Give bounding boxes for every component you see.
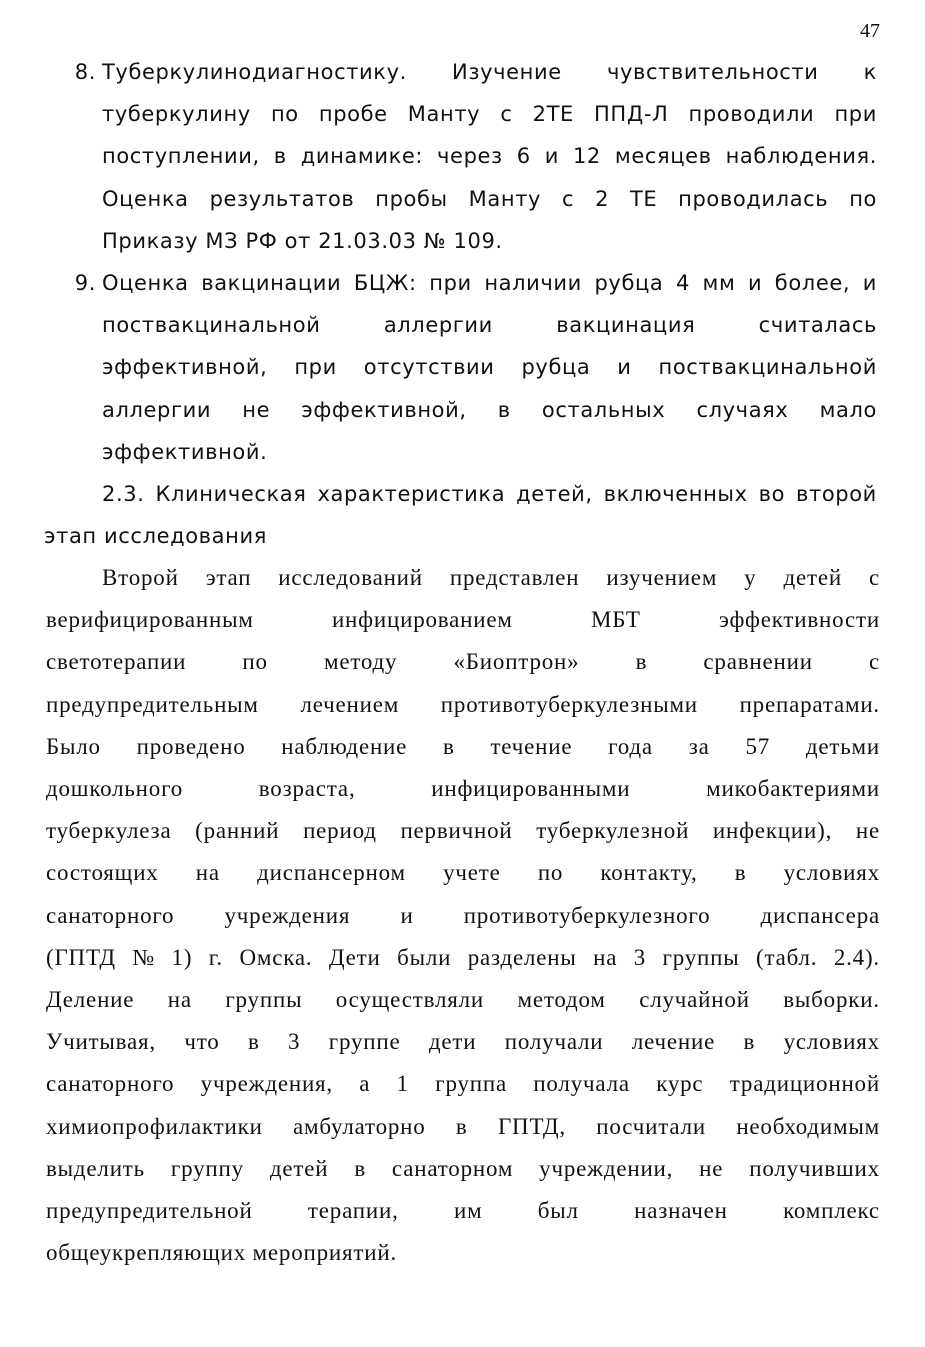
text-line xyxy=(46,605,880,635)
word: санаторного xyxy=(46,902,175,928)
word: и xyxy=(617,355,632,380)
word: туберкулеза xyxy=(46,818,172,844)
word: и xyxy=(862,271,877,295)
word: не xyxy=(855,818,880,844)
word: детей, xyxy=(516,482,593,506)
word: группе xyxy=(328,1029,401,1055)
word: микобактериями xyxy=(706,776,880,801)
word: у xyxy=(744,565,757,590)
word: на xyxy=(167,987,192,1012)
word: остальных xyxy=(541,397,666,422)
word: Оценка xyxy=(102,186,189,211)
text-line xyxy=(102,479,877,509)
word: 3 xyxy=(633,944,647,970)
word: 3 xyxy=(288,1029,301,1055)
word: туберкулезной xyxy=(536,818,690,844)
word: по xyxy=(270,102,299,127)
word: химиопрофилактики xyxy=(46,1113,263,1139)
word: в xyxy=(354,1155,366,1181)
word: противотуберкулезными xyxy=(440,691,698,717)
word: Омска. xyxy=(239,944,313,970)
word: пробы xyxy=(375,186,448,211)
word: не xyxy=(699,1155,724,1181)
word: во xyxy=(758,482,786,506)
word: терапии, xyxy=(307,1198,399,1223)
word: эффективной, xyxy=(301,397,467,422)
word: мало xyxy=(819,397,877,422)
text-line xyxy=(46,858,880,888)
word: контакту, xyxy=(600,860,698,886)
word: что xyxy=(184,1029,220,1055)
word: в xyxy=(743,1029,756,1055)
text-line xyxy=(46,690,880,720)
word: ГПТД, xyxy=(497,1113,566,1139)
word: проведено xyxy=(136,733,246,759)
word: 1 xyxy=(396,1071,409,1097)
word: группу xyxy=(170,1155,244,1181)
word: Оценка xyxy=(102,271,189,295)
text-line: этап исследования xyxy=(44,524,267,549)
word: методу xyxy=(323,649,398,675)
word: аллергии xyxy=(383,313,493,338)
word: МБТ xyxy=(590,607,641,633)
word: по xyxy=(537,860,564,886)
word: лечением xyxy=(300,691,400,717)
word: года xyxy=(608,733,653,759)
word: 57 xyxy=(745,733,771,759)
word: характеристика xyxy=(317,482,506,506)
text-line xyxy=(46,943,880,973)
word: были xyxy=(397,944,452,970)
word: выборки. xyxy=(783,987,880,1012)
word: при xyxy=(294,355,337,380)
text-line xyxy=(46,1112,880,1142)
word: на xyxy=(593,944,618,970)
word: детьми xyxy=(805,733,880,759)
word: Клиническая xyxy=(155,482,307,506)
text-line xyxy=(102,310,877,340)
word: условиях xyxy=(783,1029,880,1055)
word: поступлении, xyxy=(102,144,260,169)
word: противотуберкулезного xyxy=(463,902,711,928)
word: в xyxy=(635,649,648,675)
word: чувствительности xyxy=(606,60,819,84)
word: светотерапии xyxy=(46,649,187,675)
word: и xyxy=(747,271,763,295)
word: методом xyxy=(517,987,606,1012)
word: санаторном xyxy=(391,1155,514,1181)
word: аллергии xyxy=(102,397,212,422)
text-line xyxy=(46,1154,880,1184)
word: более, xyxy=(774,271,851,295)
word: был xyxy=(537,1198,579,1223)
word: осуществляли xyxy=(335,987,485,1012)
word: вакцинации xyxy=(201,271,342,295)
word: учреждения xyxy=(224,902,351,928)
word: 2.3. xyxy=(102,482,145,506)
word: период xyxy=(303,818,377,844)
word: (ранний xyxy=(195,818,280,844)
word: разделены xyxy=(467,944,577,970)
word: месяцев xyxy=(614,144,712,169)
word: дети xyxy=(428,1029,477,1055)
word: 2.4). xyxy=(833,944,880,970)
word: в xyxy=(455,1113,468,1139)
word: санаторного xyxy=(46,1071,175,1097)
word: проводили xyxy=(688,102,815,127)
text-line xyxy=(46,1069,880,1099)
word: считалась xyxy=(758,313,877,338)
word: получали xyxy=(504,1029,604,1055)
word: Туберкулинодиагностику. xyxy=(102,60,407,84)
word: пробе xyxy=(318,102,388,127)
word: № xyxy=(132,944,156,970)
word: детей xyxy=(783,565,842,590)
word: получала xyxy=(533,1071,630,1097)
page-number: 47 xyxy=(860,20,880,42)
text-line xyxy=(46,1027,880,1057)
word: Дети xyxy=(328,944,381,970)
text-line xyxy=(102,395,877,425)
word: курс xyxy=(656,1071,704,1097)
word: верифицированным xyxy=(46,607,254,633)
word: «Биоптрон» xyxy=(453,649,580,675)
word: с xyxy=(868,565,880,590)
word: второй xyxy=(796,482,877,506)
word: не xyxy=(242,397,271,422)
word: представлен xyxy=(449,565,580,590)
word: поствакцинальной xyxy=(102,313,321,338)
text-line xyxy=(46,816,880,846)
word: посчитали xyxy=(596,1113,706,1139)
word: лечение xyxy=(631,1029,716,1055)
word: отсутствии xyxy=(363,355,495,380)
word: исследований xyxy=(278,565,423,590)
word: возраста, xyxy=(258,776,356,801)
word: через xyxy=(437,144,503,169)
word: предупредительным xyxy=(46,691,259,717)
word: к xyxy=(863,60,877,84)
word: эффективности xyxy=(718,607,880,633)
word: инфекции), xyxy=(712,818,833,844)
word: первичной xyxy=(400,818,513,844)
text-line xyxy=(46,647,880,677)
word: при xyxy=(429,271,472,295)
word: и xyxy=(400,902,414,928)
word: дошкольного xyxy=(46,776,184,801)
word: в xyxy=(442,733,455,759)
word: группы xyxy=(225,987,303,1012)
word: Было xyxy=(46,733,101,759)
word: 4 xyxy=(675,271,690,295)
word: случайной xyxy=(639,987,750,1012)
word: сравнении xyxy=(703,649,813,675)
word: туберкулину xyxy=(102,102,251,127)
word: инфицированием xyxy=(331,607,513,633)
word: диспансера xyxy=(760,902,880,928)
word: (ГПТД xyxy=(46,944,116,970)
word: наблюдения. xyxy=(725,144,877,169)
text-line xyxy=(102,268,877,298)
text-line xyxy=(46,1196,880,1226)
word: включенных xyxy=(603,482,748,506)
word: рубца xyxy=(594,271,664,295)
text-line xyxy=(102,184,877,214)
word: наблюдение xyxy=(281,733,408,759)
text-line xyxy=(102,141,877,171)
word: с xyxy=(561,186,575,211)
word: БЦЖ: xyxy=(353,271,417,295)
word: поствакцинальной xyxy=(658,355,877,380)
word: комплекс xyxy=(783,1198,880,1223)
word: выделить xyxy=(46,1155,145,1181)
text-line: Приказу МЗ РФ от 21.03.03 № 109. xyxy=(102,228,503,253)
word: предупредительной xyxy=(46,1198,253,1223)
word: традиционной xyxy=(729,1071,880,1097)
text-line xyxy=(46,985,880,1015)
word: учреждения, xyxy=(200,1071,333,1097)
word: Манту xyxy=(468,186,542,211)
word: 1) xyxy=(171,944,193,970)
word: ТЕ xyxy=(629,186,658,211)
word: Второй xyxy=(102,565,179,590)
word: назначен xyxy=(634,1198,728,1223)
text-line xyxy=(102,57,877,87)
word: диспансерном xyxy=(257,860,406,886)
word: учреждении, xyxy=(539,1155,674,1181)
word: необходимым xyxy=(736,1113,880,1139)
word: (табл. xyxy=(756,944,818,970)
word: в xyxy=(497,397,511,422)
word: в xyxy=(734,860,747,886)
word: а xyxy=(359,1071,371,1097)
word: эффективной, xyxy=(102,355,268,380)
word: ППД-Л xyxy=(594,102,669,127)
word: по xyxy=(242,649,268,675)
word: группа xyxy=(435,1071,508,1097)
word: в xyxy=(273,144,287,169)
word: получивших xyxy=(749,1155,880,1181)
word: 12 xyxy=(572,144,601,169)
word: рубца xyxy=(521,355,591,380)
word: 2 xyxy=(595,186,610,211)
text-line xyxy=(102,352,877,382)
word: Изучение xyxy=(452,60,562,84)
word: за xyxy=(688,733,710,759)
text-line xyxy=(46,901,880,931)
text-line xyxy=(102,99,877,129)
text-line xyxy=(46,774,880,804)
word: вакцинация xyxy=(556,313,696,338)
word: и xyxy=(544,144,559,169)
word: результатов xyxy=(209,186,355,211)
word: им xyxy=(453,1198,483,1223)
word: с xyxy=(868,649,880,675)
list-number-9: 9. xyxy=(74,271,96,295)
word: по xyxy=(849,186,877,211)
word: мм xyxy=(702,271,736,295)
word: на xyxy=(195,860,220,886)
text-line: эффективной. xyxy=(102,439,268,464)
word: Учитывая, xyxy=(46,1029,156,1055)
word: препаратами. xyxy=(739,691,880,717)
word: Манту xyxy=(407,102,481,127)
word: условиях xyxy=(783,860,880,886)
text-line xyxy=(46,732,880,762)
word: случаях xyxy=(696,397,789,422)
word: изучением xyxy=(606,565,718,590)
word: Деление xyxy=(46,987,135,1012)
word: инфицированными xyxy=(431,776,631,801)
word: при xyxy=(834,102,877,127)
word: детей xyxy=(269,1155,329,1181)
word: наличии xyxy=(484,271,582,295)
word: динамике: xyxy=(300,144,424,169)
word: учете xyxy=(443,860,501,886)
word: проводилась xyxy=(678,186,829,211)
word: течение xyxy=(490,733,573,759)
word: 6 xyxy=(516,144,531,169)
word: 2ТЕ xyxy=(532,102,574,127)
list-number-8: 8. xyxy=(74,60,96,84)
word: с xyxy=(500,102,513,127)
text-line: общеукрепляющих мероприятий. xyxy=(46,1240,398,1266)
word: г. xyxy=(208,944,223,970)
word: группы xyxy=(662,944,740,970)
word: амбулаторно xyxy=(293,1113,426,1139)
word: состоящих xyxy=(46,860,159,886)
word: этап xyxy=(205,565,252,590)
word: в xyxy=(247,1029,260,1055)
text-line xyxy=(102,563,880,593)
